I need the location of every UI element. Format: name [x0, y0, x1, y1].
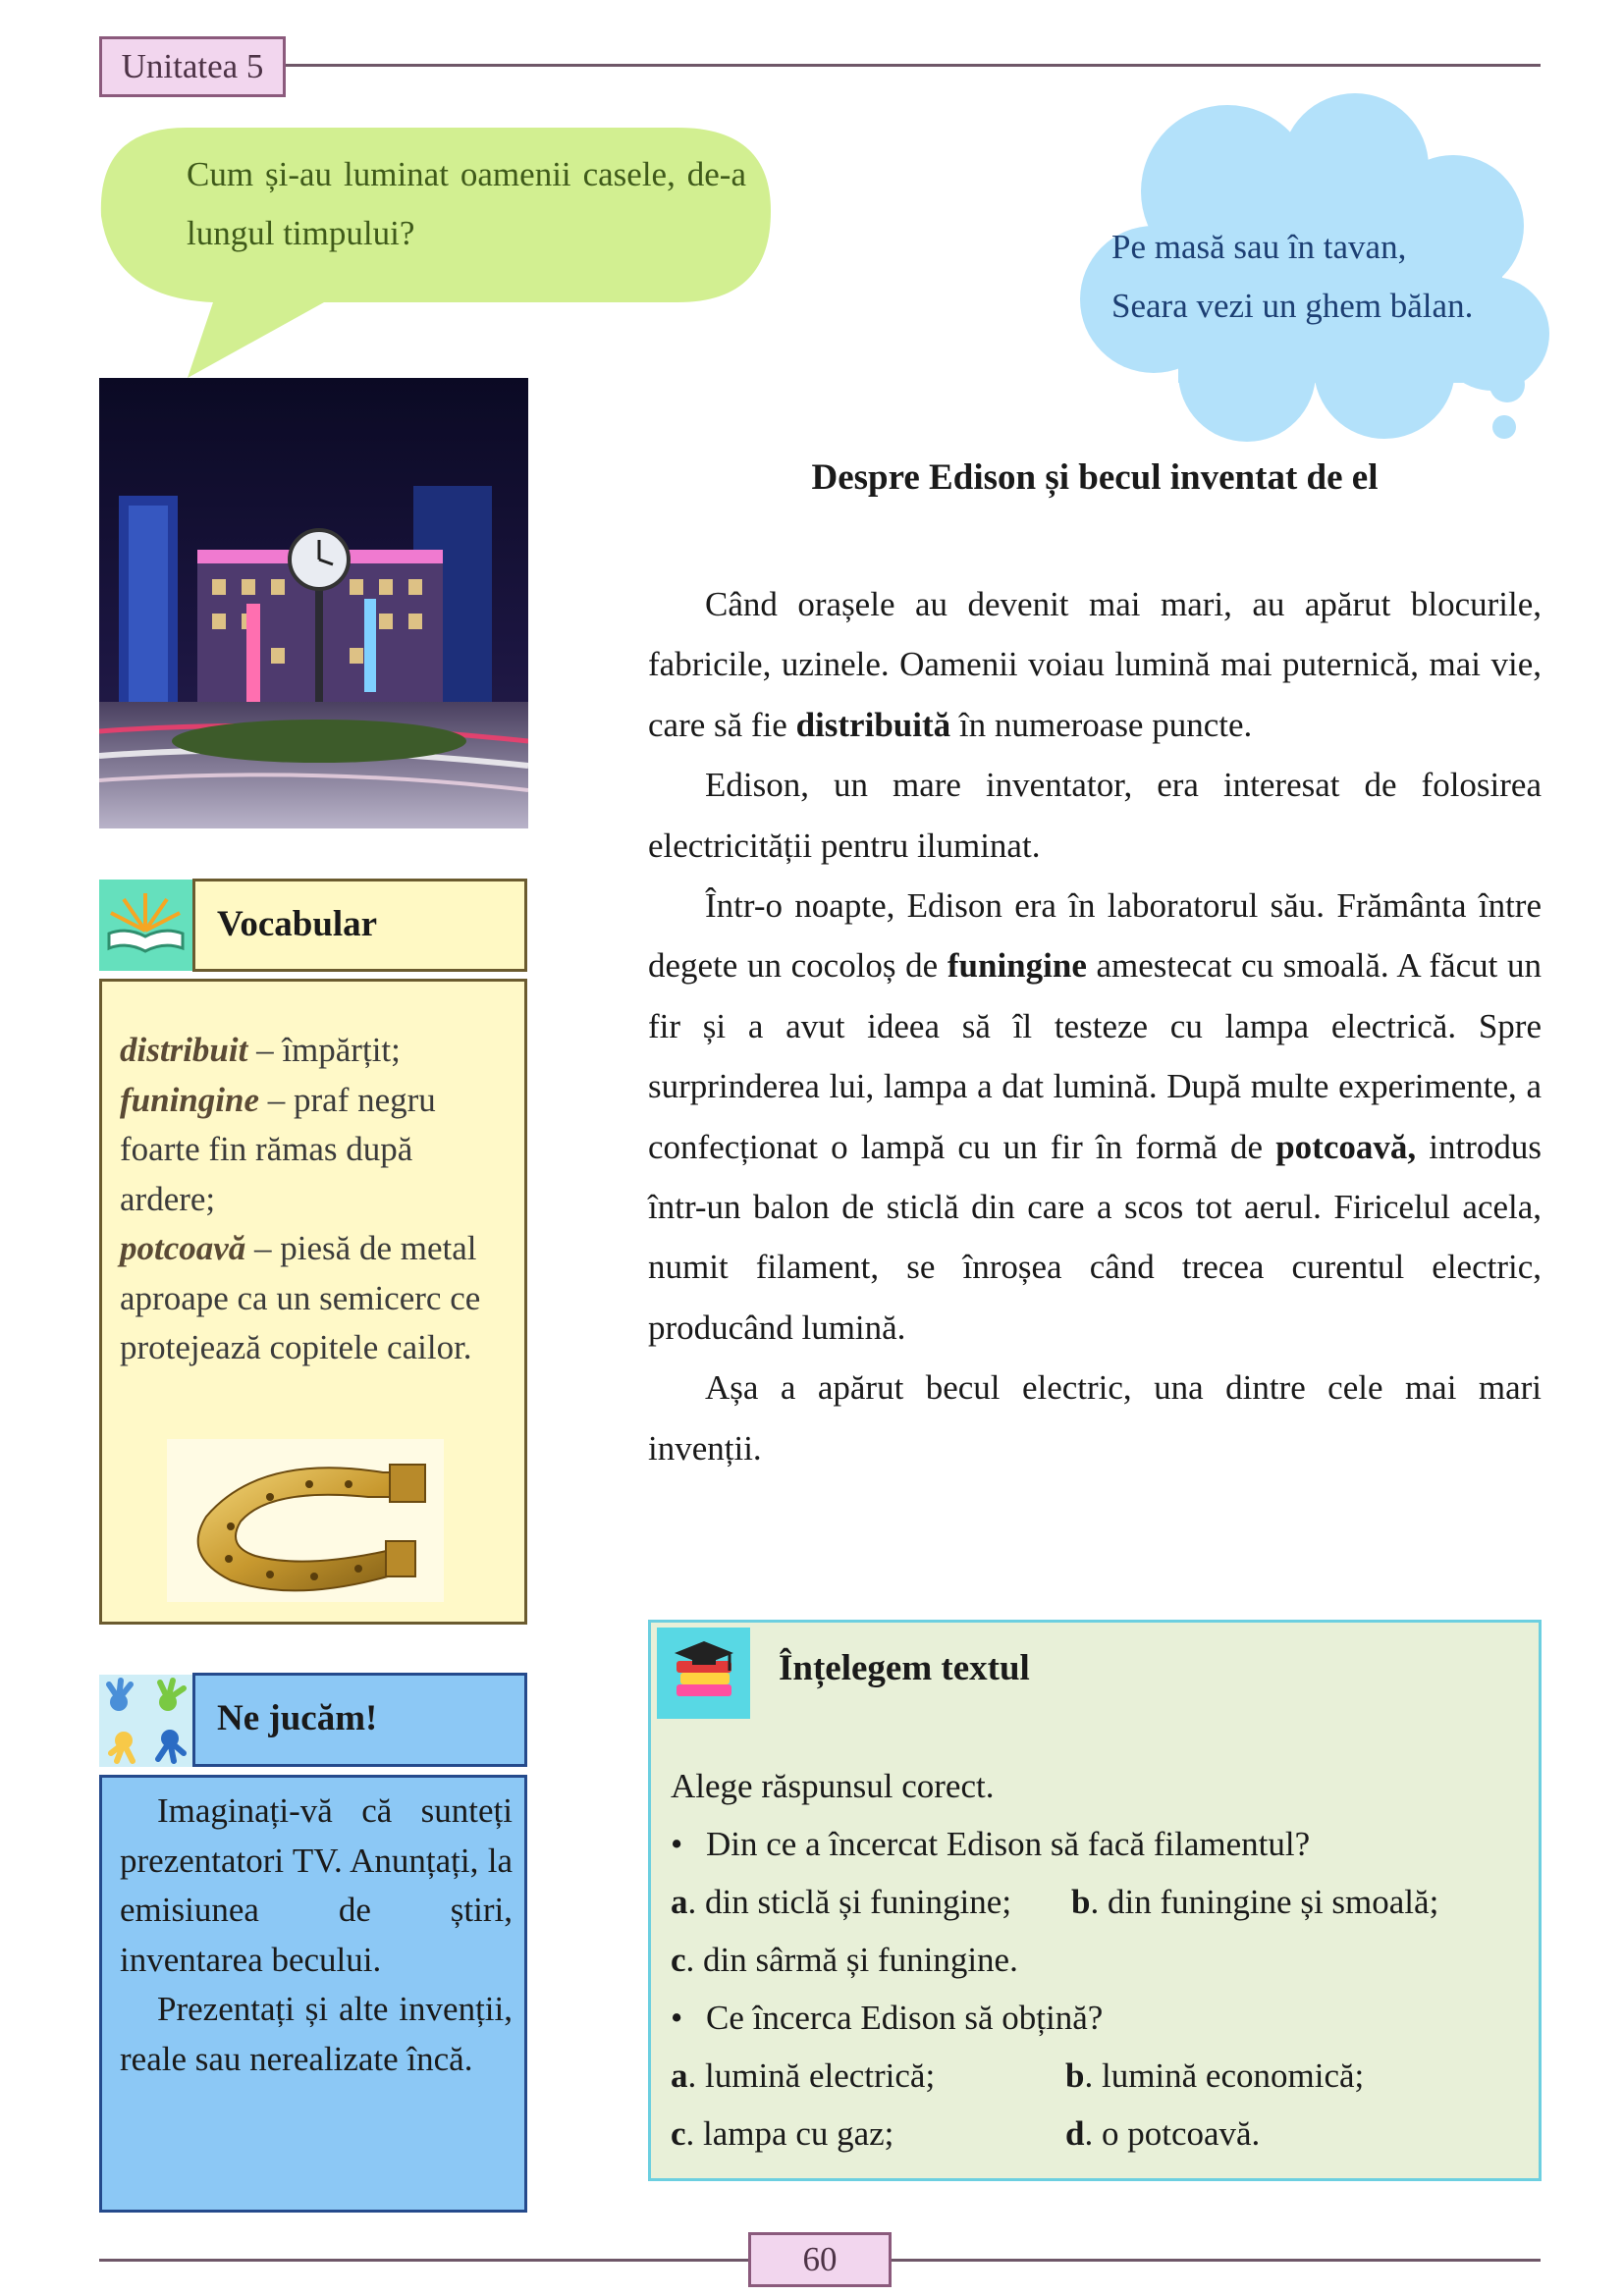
vocabulary-list — [120, 1026, 513, 1373]
vocabulary-term: potcoavă — [120, 1229, 246, 1267]
option-text: . lumină electrică; — [687, 2056, 936, 2095]
header-rule — [286, 64, 1541, 67]
open-book-icon — [99, 880, 192, 971]
option-letter: b — [1071, 1883, 1091, 1921]
game-text — [120, 1787, 513, 2084]
vocabulary-term: funingine — [120, 1080, 259, 1119]
option-letter: d — [1065, 2114, 1085, 2153]
understand-heading: Înțelegem textul — [779, 1648, 1030, 1688]
option[interactable] — [1065, 2105, 1260, 2163]
question-text: Ce încerca Edison să obțină? — [706, 1999, 1104, 2037]
quiz-options-row — [671, 2105, 1525, 2163]
story-bold-word: funingine — [947, 946, 1087, 986]
vocabulary-term: distribuit — [120, 1031, 248, 1069]
vocabulary-definition: – piesă de metal aproape ca un semicerc ce protejează copitele cailor. — [120, 1229, 481, 1366]
story-text — [648, 574, 1542, 1478]
question-text: Din ce a încercat Edison să facă filamentul? — [706, 1825, 1311, 1863]
vocabulary-item — [120, 1224, 513, 1373]
quiz-question-1 — [671, 1815, 1525, 1873]
story-text-run: Într-o noapte, Edison era în laboratorul său. Frământa între degete un cocoloș de — [648, 886, 1542, 986]
quiz-instruction: Alege răspunsul corect. — [671, 1767, 995, 1805]
night-city-photo — [99, 378, 528, 828]
story-bold-word: potcoavă, — [1275, 1127, 1417, 1166]
page-number: 60 — [748, 2232, 892, 2287]
quiz-options-row — [671, 2047, 1525, 2105]
story-bold-word: distribuită — [795, 705, 951, 744]
game-heading: Ne jucăm! — [192, 1673, 527, 1767]
option-text: . o potcoavă. — [1084, 2114, 1261, 2153]
option[interactable] — [1071, 1873, 1438, 1931]
vocabulary-item — [120, 1076, 513, 1225]
horseshoe-icon — [172, 1443, 442, 1600]
option-text: . din sticlă și funingine; — [687, 1883, 1012, 1921]
game-paragraph: Imaginați-vă că sunteți prezentatori TV. Anunțați, la emisiunea de știri, inventarea becului. — [120, 1791, 513, 1979]
quiz-options-row — [671, 1873, 1525, 1931]
option[interactable] — [671, 2047, 935, 2105]
quiz-options-row — [671, 1931, 1525, 1989]
hands-icon — [99, 1675, 192, 1767]
option[interactable] — [671, 1931, 1018, 1989]
option-text: . din sârmă și funingine. — [685, 1941, 1018, 1979]
quiz-question-2 — [671, 1989, 1525, 2047]
option-letter: b — [1065, 2056, 1085, 2095]
unit-label: Unitatea 5 — [99, 36, 286, 97]
option-text: . din funingine și smoală; — [1090, 1883, 1439, 1921]
riddle-line: Pe masă sau în tavan, — [1111, 228, 1407, 266]
vocabulary-item — [120, 1026, 513, 1076]
vocabulary-heading: Vocabular — [192, 879, 527, 972]
riddle-line: Seara vezi un ghem bălan. — [1111, 287, 1474, 325]
option[interactable] — [671, 2105, 893, 2163]
story-paragraph — [648, 574, 1542, 755]
option-text: . lumină economică; — [1084, 2056, 1365, 2095]
option[interactable] — [1065, 2047, 1364, 2105]
books-graduation-cap-icon — [657, 1628, 750, 1719]
quiz — [671, 1757, 1525, 2163]
speech-bubble-text: Cum și-au luminat oamenii casele, de-a lungul timpului? — [187, 155, 746, 252]
story-paragraph: Așa a apărut becul electric, una dintre cele mai mari invenții. — [648, 1368, 1542, 1468]
vocabulary-definition: – praf negru foarte fin rămas după ardere; — [120, 1080, 436, 1218]
option-letter: a — [671, 1883, 688, 1921]
story-text-run: amestecat cu smoală. A făcut un fir și a avut ideea să îl testeze cu lampa electrică. Spre surprinderea lui, lampa a dat lumină. După multe experimente, a confecționat o lampă cu un fir în formă de — [648, 946, 1542, 1166]
bullet: • — [671, 1825, 683, 1863]
option-text: . lampa cu gaz; — [685, 2114, 894, 2153]
option-letter: a — [671, 2056, 688, 2095]
story-text-run: Când orașele au devenit mai mari, au apărut blocurile, fabricile, uzinele. Oamenii voiau lumină mai puternică, mai vie, care să fie — [648, 585, 1542, 744]
story-title: Despre Edison și becul inventat de el — [811, 457, 1379, 498]
bullet: • — [671, 1999, 683, 2037]
riddle-text — [1111, 218, 1543, 336]
story-text-run: în numeroase puncte. — [950, 705, 1253, 744]
option[interactable] — [671, 1873, 1011, 1931]
vocabulary-definition: – împărțit; — [247, 1031, 401, 1069]
game-paragraph: Prezentați și alte invenții, reale sau nerealizate încă. — [120, 1990, 513, 2078]
story-paragraph — [648, 876, 1542, 1358]
story-paragraph: Edison, un mare inventator, era interesat de folosirea electricității pentru iluminat. — [648, 766, 1542, 865]
story-text-run: introdus într-un balon de sticlă din care a scos tot aerul. Firicelul acela, numit filament, se înroșea când trecea curentul electric, producând lumină. — [648, 1127, 1542, 1347]
option-letter: c — [671, 2114, 686, 2153]
option-letter: c — [671, 1941, 686, 1979]
